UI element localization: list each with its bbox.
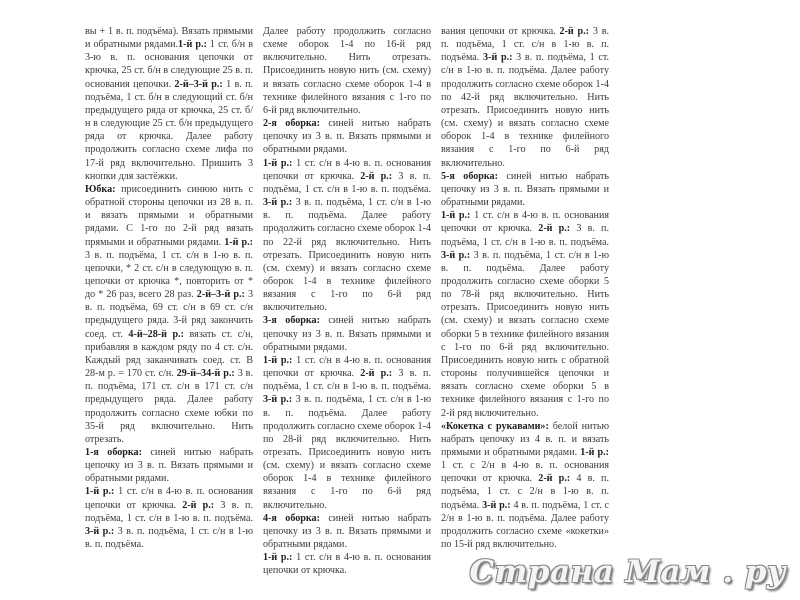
row-label: 1-й р.: <box>178 39 207 51</box>
row-label: 1-й р.: <box>580 447 609 458</box>
row-label: 1-й р.: <box>263 552 293 564</box>
row-label: 2-й р.: <box>538 223 571 235</box>
text-run: вания цепочки от крючка. <box>441 26 560 37</box>
text-run: 1 ст. с/н в 4-ю в. п. основания цепочки от крючка. <box>263 552 432 577</box>
text-run: вы + 1 в. п. подъёма). Вязать прямыми и обратными рядами. <box>85 26 253 51</box>
row-label: 1-й р.: <box>441 210 471 222</box>
text-run: 3 в. п. подъёма, 1 ст. с/н в 1-ю в. п. подъёма. Далее работу продолжить согласно схеме оборки 5 по 78-й ряд включительно. Нить отрезать. Присоединить новую нить (см. схему) и вязать согласно схеме оборки 5 в технике филейного вязания с 1-го по 6-й ряд включительно. Присоединить новую нить с обратной стороны получившейся цепочки и вязать согласно схеме оборки 5 в технике филейного вязания с 1-го по 2-й ряд включительно. <box>441 249 610 419</box>
text-run: 3 в. п. подъёма, 1 ст. с/н в 1-ю в. п. подъёма. <box>263 170 431 195</box>
paragraph <box>263 512 431 551</box>
row-label: 2-й р.: <box>182 499 215 511</box>
row-label: 2-й р.: <box>538 473 571 485</box>
text-run: синей нитью набрать цепочку из 3 в. п. Вязать прямыми и обратными рядами. <box>263 315 431 353</box>
text-column-3 <box>441 25 609 551</box>
row-label: 3-й р.: <box>441 249 471 261</box>
text-run: Далее работу продолжить согласно схеме оборок 1-4 по 16-й ряд включительно. Нить отрезать. Присоединить новую нить (см. схему) и вязать согласно схеме оборок 1-4 в технике филейного вязания с 1-го по 6-й ряд включительно. <box>263 26 431 116</box>
text-run: синей нитью набрать цепочку из 3 в. п. Вязать прямыми и обратными рядами. <box>441 170 609 209</box>
row-label: 3-й р.: <box>85 525 115 537</box>
row-label: 3-й р.: <box>483 52 513 64</box>
paragraph <box>263 354 431 512</box>
text-run: 1 ст. с/н в 4-ю в. п. основания цепочки от крючка. <box>263 354 432 380</box>
paragraph <box>263 157 431 315</box>
text-run: 3 в. п. подъёма, 1 ст. с/н в 1-ю в. п. подъёма. <box>85 525 254 551</box>
row-label: 2-й р.: <box>360 170 393 182</box>
text-run: 3 в. п. подъёма, 1 ст. с/н в 1-ю в. п. подъёма. <box>85 499 253 524</box>
text-run: 1 ст. с/н в 4-ю в. п. основания цепочки от крючка. <box>85 486 254 511</box>
row-label: 2-й р.: <box>559 26 590 37</box>
paragraph <box>85 446 253 485</box>
row-label: 1-й р.: <box>85 486 115 498</box>
row-label: 29-й–34-й р.: <box>176 368 235 380</box>
text-run: 3 в. п. подъёма, 1 ст. с/н в 1-ю в. п. подъёма. <box>441 223 609 248</box>
text-run: 3 в. п. подъёма, 1 ст. с/н в 1-ю в. п. подъёма. <box>263 368 431 393</box>
paragraph <box>441 170 609 209</box>
paragraph <box>85 183 253 446</box>
row-label: 3-й р.: <box>482 499 511 511</box>
text-run: синей нитью набрать цепочку из 3 в. п. Вязать прямыми и обратными рядами. <box>263 512 431 551</box>
row-label: 1-я оборка: <box>85 447 142 458</box>
paragraph <box>441 209 609 420</box>
paragraph <box>85 485 253 551</box>
row-label: 2-й–3-й р.: <box>196 289 245 301</box>
paragraph <box>263 551 431 577</box>
paragraph <box>263 25 431 117</box>
text-run: 3 в. п. подъёма, 1 ст. с/н в 1-ю в. п. цепочки, * 2 ст. с/н в следующую в. п. цепочки от крючка *, повторить от * до * 26 раз, всего 28 раз. <box>85 249 253 301</box>
paragraph <box>441 25 609 170</box>
text-run: 1 ст. с/н в 4-ю в. п. основания цепочки от крючка. <box>441 210 610 235</box>
row-label: 4-я оборка: <box>263 512 320 524</box>
text-run: 4 в. п. подъёма, 1 ст. с 2/н в 1-ю в. п. подъёма. Далее работу продолжить согласно схеме «кокетки» по 15-й ряд включительно. <box>441 499 609 551</box>
text-run: 3 в. п. подъёма, 69 ст. с/н в 69 ст. с/н предыдущего ряда. 3-й ряд закончить соед. ст. <box>85 289 253 340</box>
text-column-1 <box>85 25 253 551</box>
paragraph <box>263 314 431 353</box>
row-label: 2-й–3-й р.: <box>174 78 223 90</box>
paragraph <box>85 25 253 183</box>
row-label: «Кокетка с рукавами»: <box>441 420 549 432</box>
row-label: 3-я оборка: <box>263 315 320 327</box>
row-label: 4-й–28-й р.: <box>128 328 184 340</box>
paragraph <box>441 420 609 552</box>
text-run: 3 в. п. подъёма, 1 ст. с/н в 1-ю в. п. подъёма. Далее работу продолжить согласно схеме оборок 1-4 по 42-й ряд включительно. Нить отрезать. Присоединить новую нить (см. схему) и вязать согласно схеме оборок 1-4 в технике филейного вязания с 1-го по 6-й ряд включительно. <box>441 52 610 169</box>
text-run: 3 в. п. подъёма, 1 ст. с/н в 1-ю в. п. подъёма. Далее работу продолжить согласно схеме оборок 1-4 по 22-й ряд включительно. Нить отрезать. Присоединить новую нить (см. схему) и вязать согласно схеме оборок 1-4 в технике филейного вязания с 1-го по 6-й ряд включительно. <box>263 197 432 314</box>
text-run: 1 ст. б/н в 3-ю в. п. основания цепочки от крючка, 25 ст. б/н в следующие 25 в. п. основания цепочки. <box>85 39 253 90</box>
text-run: 1 ст. с/н в 4-ю в. п. основания цепочки от крючка. <box>263 157 432 182</box>
text-run: 4 в. п. подъёма, 1 ст. с 2/н в 1-ю в. п. подъёма. <box>441 473 609 511</box>
row-label: 1-й р.: <box>224 236 253 248</box>
row-label: 3-й р.: <box>263 197 293 209</box>
text-run: синей нитью набрать цепочку из 3 в. п. Вязать прямыми и обратными рядами. <box>85 447 253 485</box>
row-label: 2-й р.: <box>360 368 393 380</box>
row-label: 1-й р.: <box>263 157 293 169</box>
text-run: вязать ст. с/н, прибавляя в каждом ряду по 4 ст. с/н. Каждый ряд заканчивать соед. ст. В 28-м р. = 170 ст. с/н. <box>85 328 253 380</box>
row-label: Юбка: <box>85 183 116 195</box>
row-label: 3-й р.: <box>263 394 293 406</box>
row-label: 2-я оборка: <box>263 118 320 130</box>
site-watermark-logo: Страна Мам . ру <box>469 554 786 590</box>
text-run: 1 ст. с 2/н в 4-ю в. п. основания цепочки от крючка. <box>441 460 609 485</box>
text-column-2 <box>263 25 431 578</box>
text-run: синей нитью набрать цепочку из 3 в. п. Вязать прямыми и обратными рядами. <box>263 118 431 156</box>
text-run: присоединить синюю нить с обратной стороны цепочки из 28 в. п. и вязать прямыми и обратными рядами. С 1-го по 2-й ряд вязать прямыми и обратными рядами. <box>85 183 253 248</box>
text-run: 1 в. п. подъёма, 1 ст. б/н в следующий ст. б/н предыдущего ряда от крючка, 25 ст. б/н в следующие 25 ст. б/н предыдущего ряда от крючка. Далее работу продолжить согласно схеме лифа по 17-й ряд включительно. Пришить 3 кнопки для застёжки. <box>85 78 253 182</box>
row-label: 1-й р.: <box>263 354 293 366</box>
text-run: 3 в. п. подъёма, 171 ст. с/н в 171 ст. с/н предыдущего ряда. Далее работу продолжить согласно схеме юбки по 35-й ряд включительно. Нить отрезать. <box>85 368 253 445</box>
text-run: 3 в. п. подъёма, 1 ст. с/н в 1-ю в. п. подъёма. Далее работу продолжить согласно схеме оборок 1-4 по 28-й ряд включительно. Нить отрезать. Присоединить новую нить (см. схему) и вязать согласно схеме оборок 1-4 в технике филейного вязания с 1-го по 6-й ряд включительно. <box>263 394 432 511</box>
paragraph <box>263 117 431 156</box>
text-run: белой нитью набрать цепочку из 4 в. п. и вязать прямыми и обратными рядами. <box>441 420 610 458</box>
text-run: 3 в. п. подъёма, 1 ст. с/н в 1-ю в. п. подъёма. <box>441 26 609 64</box>
row-label: 5-я оборка: <box>441 170 498 182</box>
